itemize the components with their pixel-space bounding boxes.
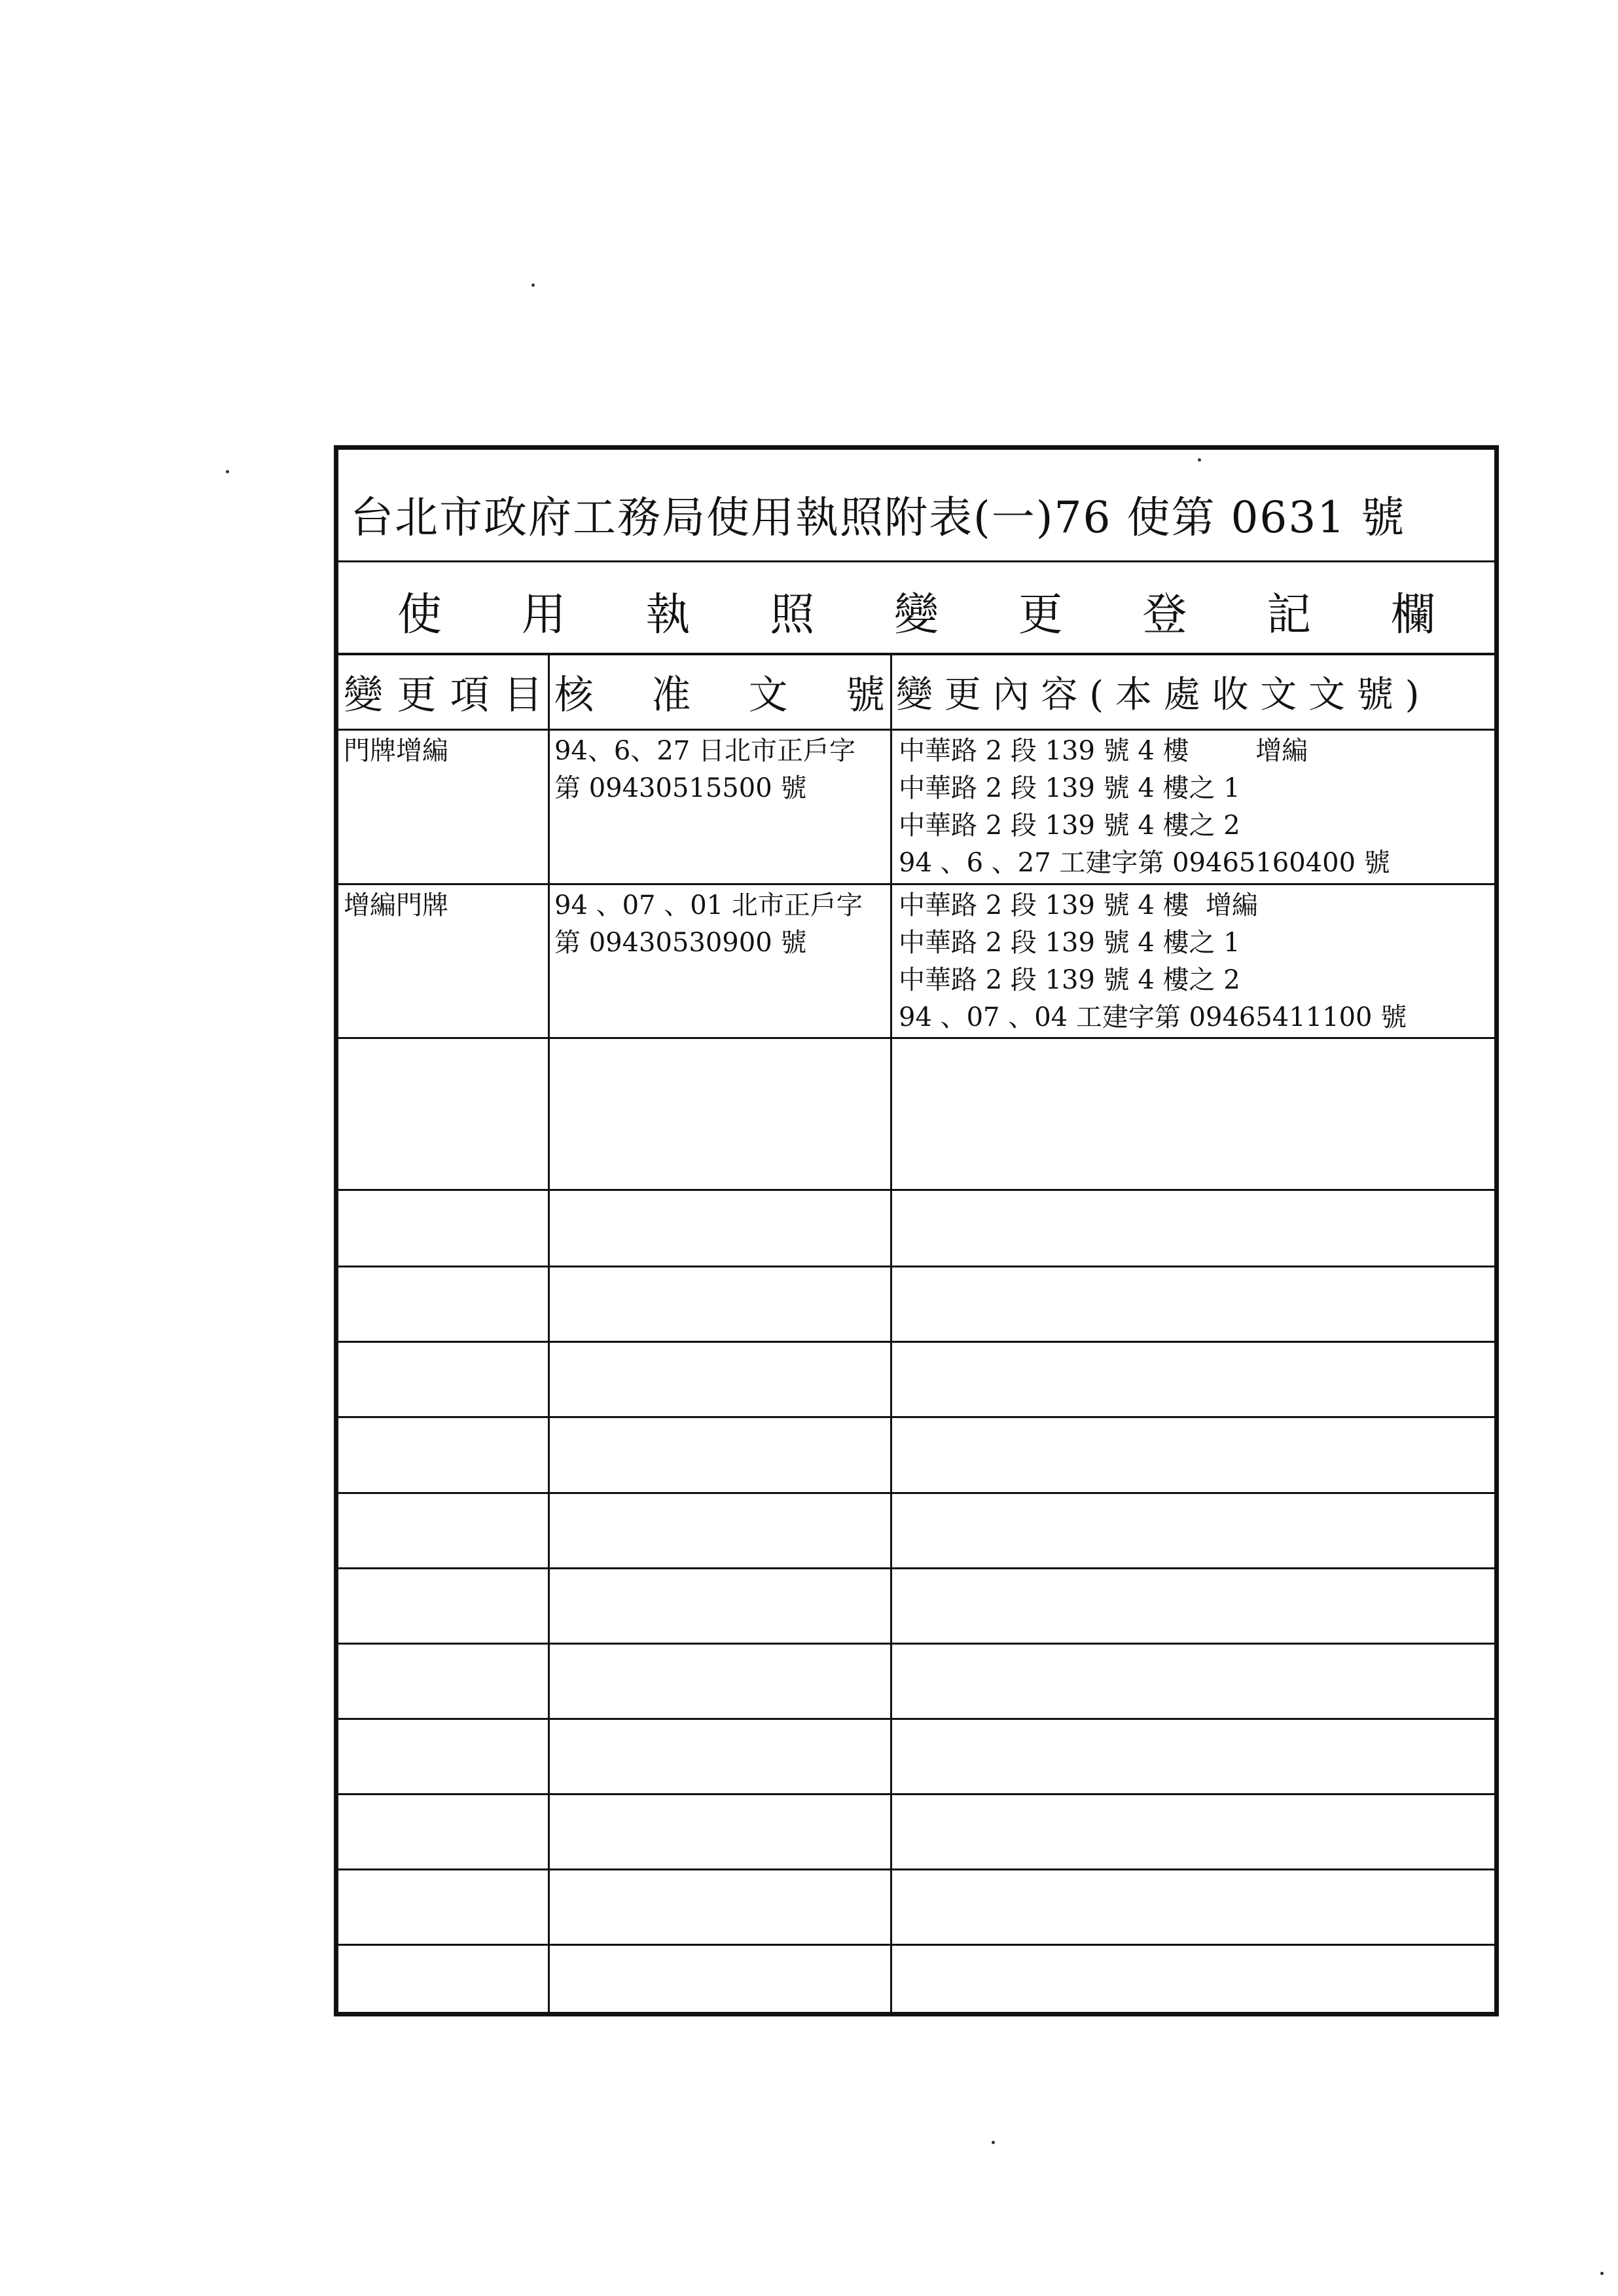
row1-approval-line1: 94、6、27 日北市正戶字: [554, 736, 855, 766]
row1-content-line1: 中華路 2 段 139 號 4 樓 增編: [899, 736, 1308, 766]
change-record-table: [338, 655, 1494, 2012]
column-divider: [890, 655, 892, 2012]
heading-char: 變: [893, 589, 939, 641]
header-approval-number: 核 准 文 號: [554, 672, 885, 718]
row2-content-line1: 中華路 2 段 139 號 4 樓 增編: [899, 890, 1258, 920]
row2-content-line2: 中華路 2 段 139 號 4 樓之 1: [899, 928, 1240, 958]
row-rule: [338, 883, 1494, 885]
heading-char: 更: [1018, 589, 1063, 641]
row-rule: [338, 1868, 1494, 1870]
heading-char: 登: [1142, 589, 1187, 641]
header-rule: [338, 729, 1494, 731]
scan-speck: [226, 470, 229, 473]
row1-change-item: 門牌增編: [344, 736, 448, 766]
row1-content-line4: 94 、6 、27 工建字第 09465160400 號: [899, 848, 1390, 878]
document-title: 台北市政府工務局使用執照附表(一)76 使第 0631 號: [350, 492, 1406, 543]
row-rule: [338, 1189, 1494, 1191]
heading-char: 欄: [1390, 589, 1435, 641]
usage-permit-attachment-form: [334, 445, 1499, 2016]
row1-approval-line2: 第 09430515500 號: [554, 773, 807, 803]
heading-char: 記: [1267, 589, 1312, 641]
row2-change-item: 增編門牌: [344, 890, 448, 920]
row-rule: [338, 1643, 1494, 1645]
row-rule: [338, 1567, 1494, 1569]
row-rule: [338, 1266, 1494, 1267]
title-row: [338, 450, 1494, 562]
row2-approval-line1: 94 、07 、01 北市正戶字: [554, 890, 863, 920]
row1-content-line2: 中華路 2 段 139 號 4 樓之 1: [899, 773, 1240, 803]
scan-speck: [1600, 2272, 1604, 2275]
row-rule: [338, 1793, 1494, 1795]
row-rule: [338, 1416, 1494, 1418]
heading-char: 照: [770, 589, 815, 641]
row-rule: [338, 1492, 1494, 1494]
scan-speck: [531, 283, 535, 287]
row1-content-line3: 中華路 2 段 139 號 4 樓之 2: [899, 811, 1240, 841]
header-change-item: 變 更 項 目: [344, 672, 543, 718]
heading-char: 執: [645, 589, 691, 641]
row2-content-line3: 中華路 2 段 139 號 4 樓之 2: [899, 965, 1240, 995]
heading-char: 使: [397, 589, 442, 641]
scan-speck: [992, 2141, 995, 2144]
row-rule: [338, 1341, 1494, 1343]
heading-row: [338, 562, 1494, 655]
row-rule: [338, 1037, 1494, 1039]
column-divider: [548, 655, 550, 2012]
header-change-content: 變 更 內 容 ( 本 處 收 文 文 號 ): [896, 674, 1420, 716]
heading-char: 用: [521, 589, 566, 641]
row2-approval-line2: 第 09430530900 號: [554, 928, 807, 958]
row2-content-line4: 94 、07 、04 工建字第 09465411100 號: [899, 1002, 1407, 1032]
row-rule: [338, 1718, 1494, 1720]
row-rule: [338, 1944, 1494, 1946]
section-heading: [397, 579, 1435, 643]
